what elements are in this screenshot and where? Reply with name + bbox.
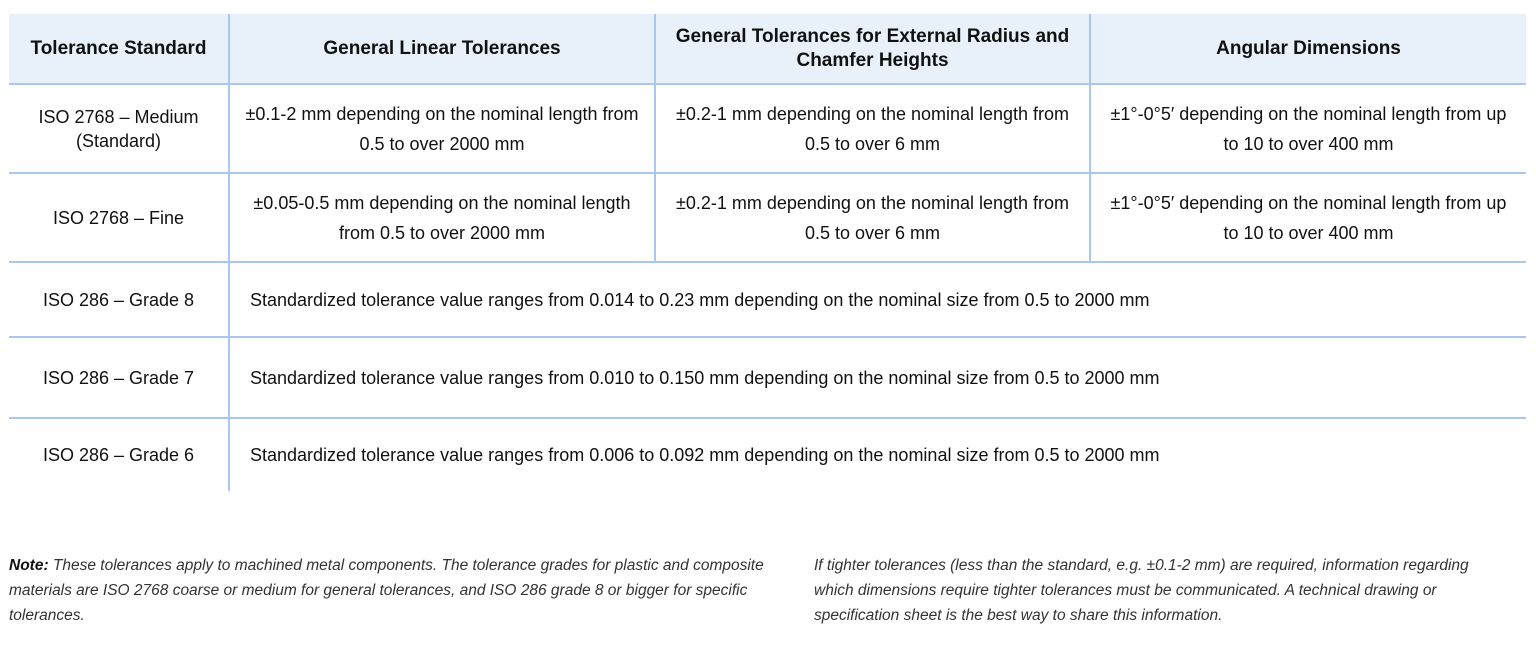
cell-standard: ISO 286 – Grade 8 xyxy=(9,263,230,336)
cell-radius: ±0.2-1 mm depending on the nominal length from 0.5 to over 6 mm xyxy=(656,174,1091,261)
table-row xyxy=(9,85,1526,174)
table-row xyxy=(9,263,1526,338)
cell-standard: ISO 286 – Grade 6 xyxy=(9,419,230,491)
table-header-row xyxy=(9,14,1526,85)
note-left xyxy=(9,553,779,628)
cell-radius: ±0.2-1 mm depending on the nominal length from 0.5 to over 6 mm xyxy=(656,85,1091,172)
notes-section xyxy=(9,553,1519,628)
table-row xyxy=(9,174,1526,263)
cell-standard: ISO 286 – Grade 7 xyxy=(9,338,230,417)
cell-spanning-description: Standardized tolerance value ranges from 0.010 to 0.150 mm depending on the nominal size from 0.5 to 2000 mm xyxy=(250,367,1160,388)
table-row xyxy=(9,419,1526,491)
cell-spanning-description: Standardized tolerance value ranges from 0.006 to 0.092 mm depending on the nominal size from 0.5 to 2000 mm xyxy=(250,445,1160,465)
header-tolerance-standard: Tolerance Standard xyxy=(9,14,230,83)
tolerance-table xyxy=(9,14,1526,491)
header-linear-tolerances: General Linear Tolerances xyxy=(230,14,656,83)
table-row xyxy=(9,338,1526,419)
cell-spanning-description: Standardized tolerance value ranges from 0.014 to 0.23 mm depending on the nominal size from 0.5 to 2000 mm xyxy=(250,289,1150,310)
cell-angular: ±1°-0°5′ depending on the nominal length from up to 10 to over 400 mm xyxy=(1110,192,1507,243)
cell-angular: ±1°-0°5′ depending on the nominal length from up to 10 to over 400 mm xyxy=(1110,103,1507,154)
header-radius-chamfer: General Tolerances for External Radius and Chamfer Heights xyxy=(656,14,1091,83)
cell-linear: ±0.1-2 mm depending on the nominal length from 0.5 to over 2000 mm xyxy=(230,85,656,172)
header-angular-dimensions: Angular Dimensions xyxy=(1216,37,1401,59)
cell-standard: ISO 2768 – Medium (Standard) xyxy=(9,85,230,172)
note-left-text: These tolerances apply to machined metal components. The tolerance grades for plastic and composite materials are ISO 2768 coarse or medium for general tolerances, and ISO 286 grade 8 or bigger for specific tolerances. xyxy=(9,557,764,624)
cell-standard: ISO 2768 – Fine xyxy=(9,174,230,261)
cell-linear: ±0.05-0.5 mm depending on the nominal length from 0.5 to over 2000 mm xyxy=(230,174,656,261)
note-label: Note: xyxy=(9,557,49,574)
note-right: If tighter tolerances (less than the standard, e.g. ±0.1-2 mm) are required, information regarding which dimensions require tighter tolerances must be communicated. A technical drawing or specification sheet is the best way to share this information. xyxy=(814,557,1469,624)
